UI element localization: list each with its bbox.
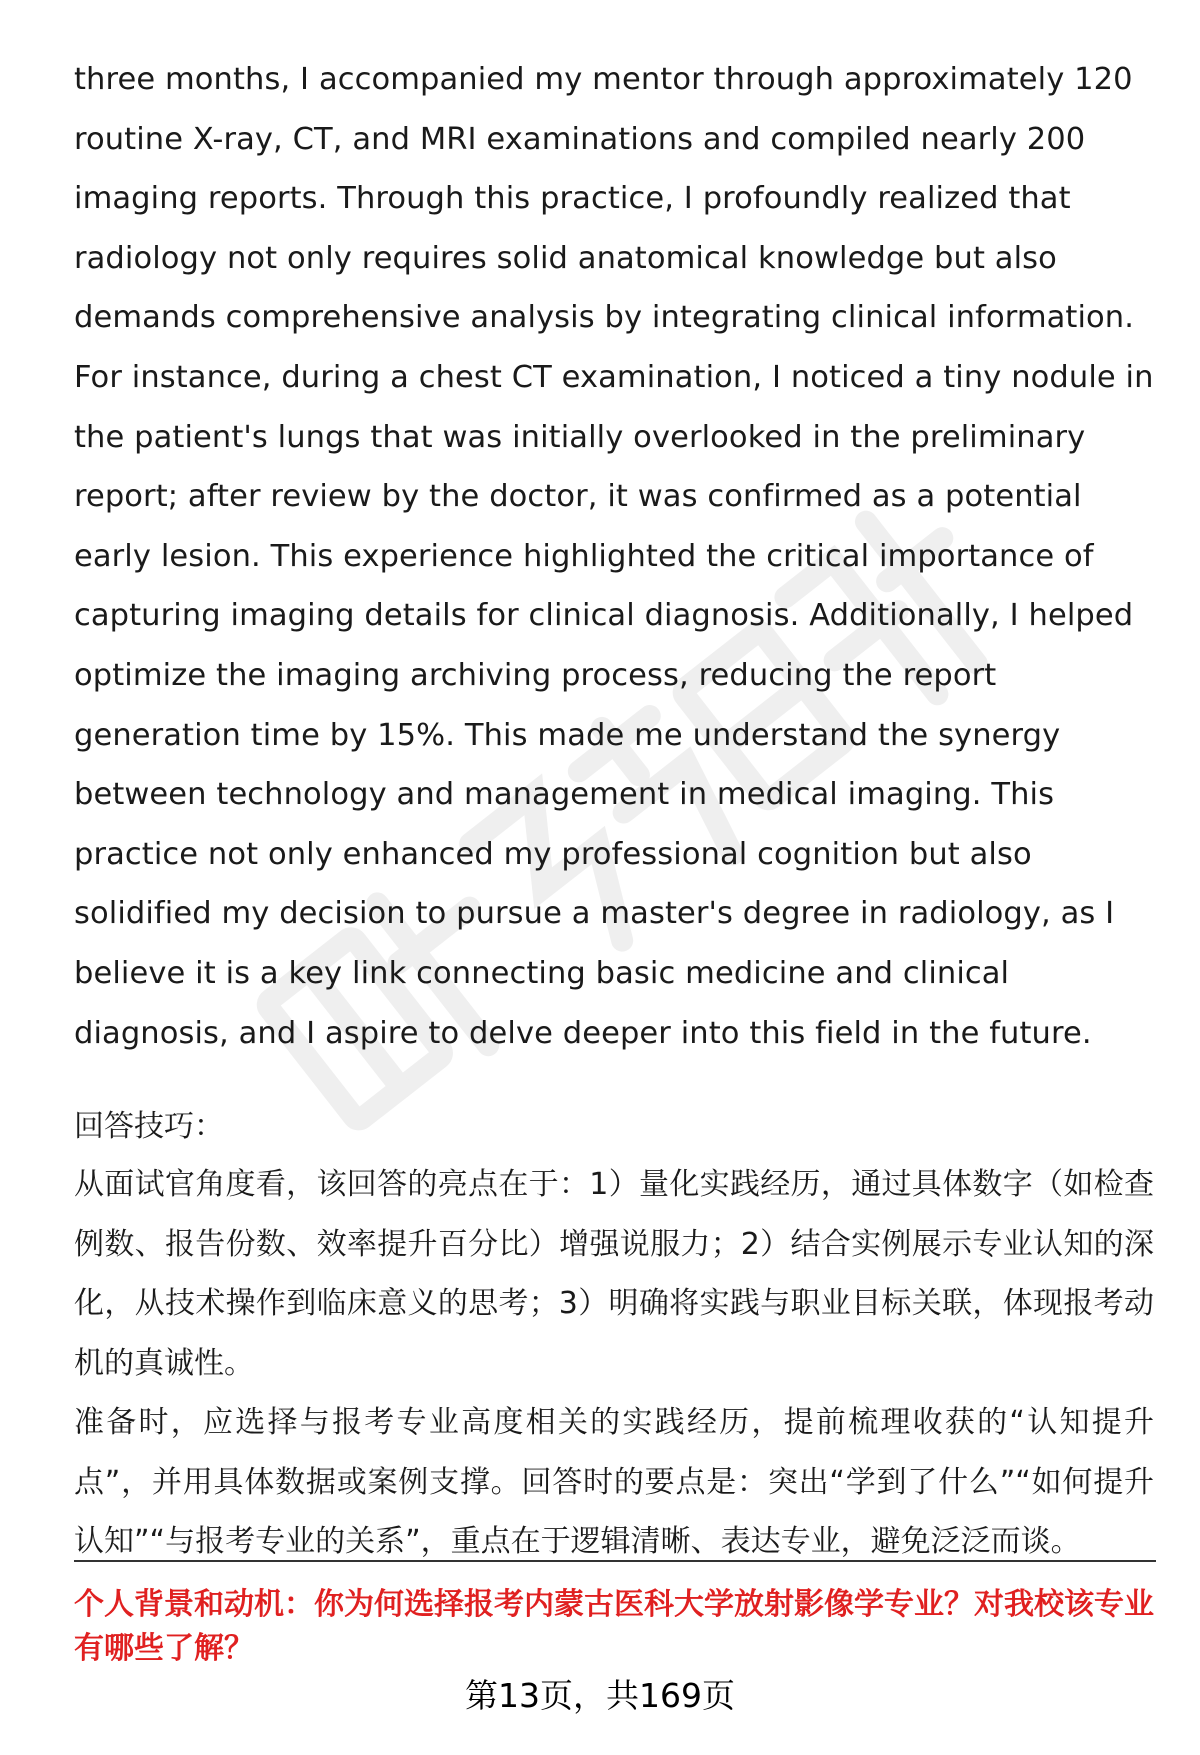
tips-paragraph-2: 准备时，应选择与报考专业高度相关的实践经历，提前梳理收获的“认知提升点”，并用具体数据或案例支撑。回答时的要点是：突出“学到了什么”“如何提升认知”“与报考专业的关系”，重点在于逻辑清晰、表达专业，避免泛泛而谈。 bbox=[74, 1405, 1154, 1560]
page-content bbox=[74, 50, 1154, 1572]
answer-paragraph: three months, I accompanied my mentor through approximately 120 routine X-ray, CT, and MRI examinations and compiled nearly 200 imaging reports. Through this practice, I profoundly realized that radiology not only requires solid anatomical knowledge but also demands comprehensive analysis by integrating clinical information. For instance, during a chest CT examination, I noticed a tiny nodule in the patient's lungs that was initially overlooked in the preliminary report; after review by the doctor, it was confirmed as a potential early lesion. This experience highlighted the critical importance of capturing imaging details for clinical diagnosis. Additionally, I helped optimize the imaging archiving process, reducing the report generation time by 15%. This made me understand the synergy between technology and management in medical imaging. This practice not only enhanced my professional cognition but also solidified my decision to pursue a master's degree in radiology, as I believe it is a key link connecting basic medicine and clinical diagnosis, and I aspire to delve deeper into this field in the future. bbox=[74, 62, 1154, 1051]
section-divider bbox=[74, 1560, 1156, 1562]
tips-paragraph-1: 从面试官角度看，该回答的亮点在于：1）量化实践经历，通过具体数字（如检查例数、报告份数、效率提升百分比）增强说服力；2）结合实例展示专业认知的深化，从技术操作到临床意义的思考；3）明确将实践与职业目标关联，体现报考动机的真诚性。 bbox=[74, 1167, 1154, 1381]
tips-heading: 回答技巧： bbox=[74, 1109, 224, 1145]
next-question-heading: 个人背景和动机：你为何选择报考内蒙古医科大学放射影像学专业？对我校该专业有哪些了解？ bbox=[74, 1587, 1154, 1666]
page-number: 第13页，共169页 bbox=[465, 1676, 735, 1715]
